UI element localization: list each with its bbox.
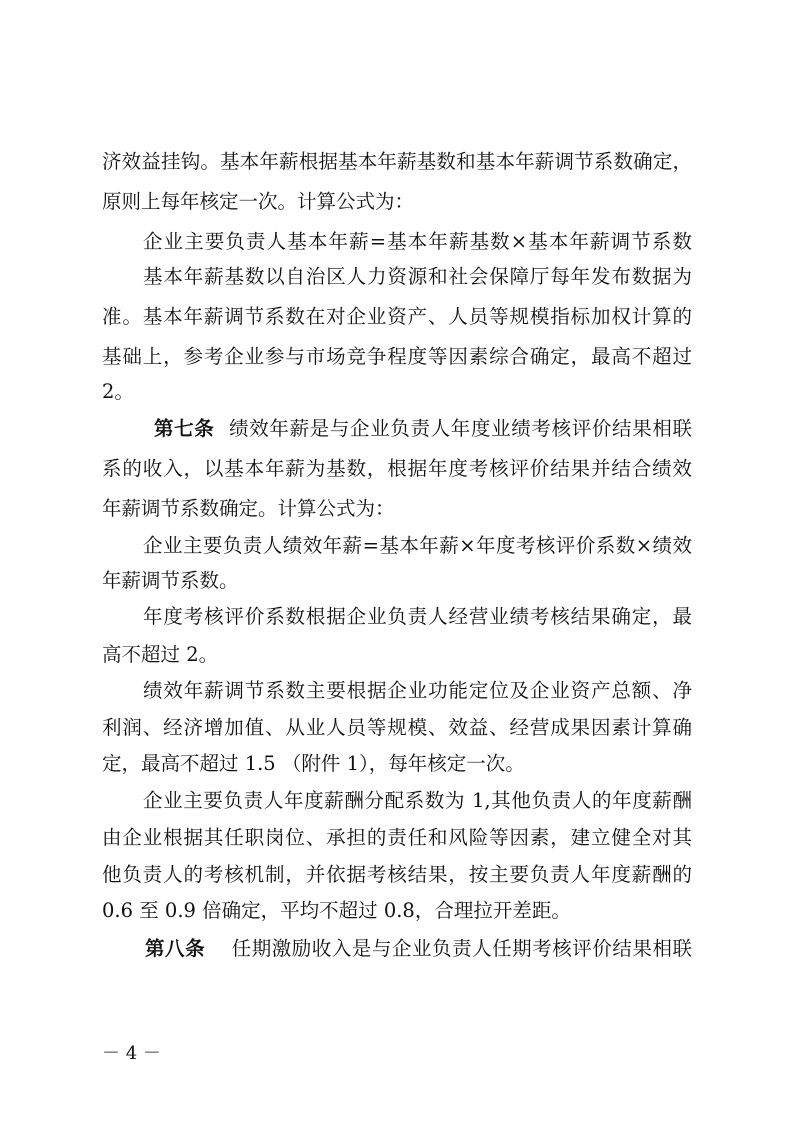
paragraph-5-line-2: 由企业根据其任职岗位、承担的责任和风险等因素，建立健全对其 [102, 826, 692, 849]
article-7-line-2: 系的收入，以基本年薪为基数，根据年度考核评价结果并结合绩效 [102, 457, 692, 480]
article-7-heading: 第七条 [154, 417, 215, 440]
article-8-heading: 第八条 [145, 937, 206, 960]
formula-performance-salary-line-2: 年薪调节系数。 [102, 569, 239, 592]
page-number: － 4 － [102, 1043, 161, 1064]
paragraph-4-line-1: 绩效年薪调节系数主要根据企业功能定位及企业资产总额、净 [143, 679, 692, 702]
paragraph-4-line-2: 利润、经济增加值、从业人员等规模、效益、经营成果因素计算确 [102, 716, 692, 739]
paragraph-5-line-3: 他负责人的考核机制，并依据考核结果，按主要负责人年度薪酬的 [102, 863, 692, 886]
formula-performance-salary-line-1: 企业主要负责人绩效年薪=基本年薪×年度考核评价系数×绩效 [143, 534, 692, 557]
paragraph-2-line-4: 2。 [102, 380, 134, 403]
paragraph-3-line-1: 年度考核评价系数根据企业负责人经营业绩考核结果确定，最 [143, 605, 692, 628]
paragraph-2-line-3: 基础上，参考企业参与市场竞争程度等因素综合确定，最高不超过 [102, 345, 692, 368]
paragraph-5-line-4: 0.6 至 0.9 倍确定，平均不超过 0.8，合理拉开差距。 [102, 899, 571, 922]
article-8-line-1 [145, 930, 692, 968]
paragraph-2-line-2: 准。基本年薪调节系数在对企业资产、人员等规模指标加权计算的 [102, 305, 692, 328]
paragraph-5-line-1: 企业主要负责人年度薪酬分配系数为 1,其他负责人的年度薪酬 [143, 789, 692, 812]
article-7-line-3: 年薪调节系数确定。计算公式为： [102, 497, 395, 520]
paragraph-2-line-1: 基本年薪基数以自治区人力资源和社会保障厅每年发布数据为 [143, 265, 692, 288]
article-7-line-1-text: 绩效年薪是与企业负责人年度业绩考核评价结果相联 [228, 417, 692, 440]
article-8-line-1-text: 任期激励收入是与企业负责人任期考核评价结果相联 [231, 937, 692, 960]
paragraph-4-line-3: 定，最高不超过 1.5 （附件 1），每年核定一次。 [102, 752, 525, 775]
formula-basic-salary: 企业主要负责人基本年薪=基本年薪基数×基本年薪调节系数 [143, 230, 692, 253]
paragraph-1-line-2: 原则上每年核定一次。计算公式为： [102, 190, 415, 213]
paragraph-1-line-1: 济效益挂钩。基本年薪根据基本年薪基数和基本年薪调节系数确定， [102, 150, 692, 173]
article-7-line-1 [154, 410, 692, 448]
paragraph-3-line-2: 高不超过 2。 [102, 643, 219, 666]
